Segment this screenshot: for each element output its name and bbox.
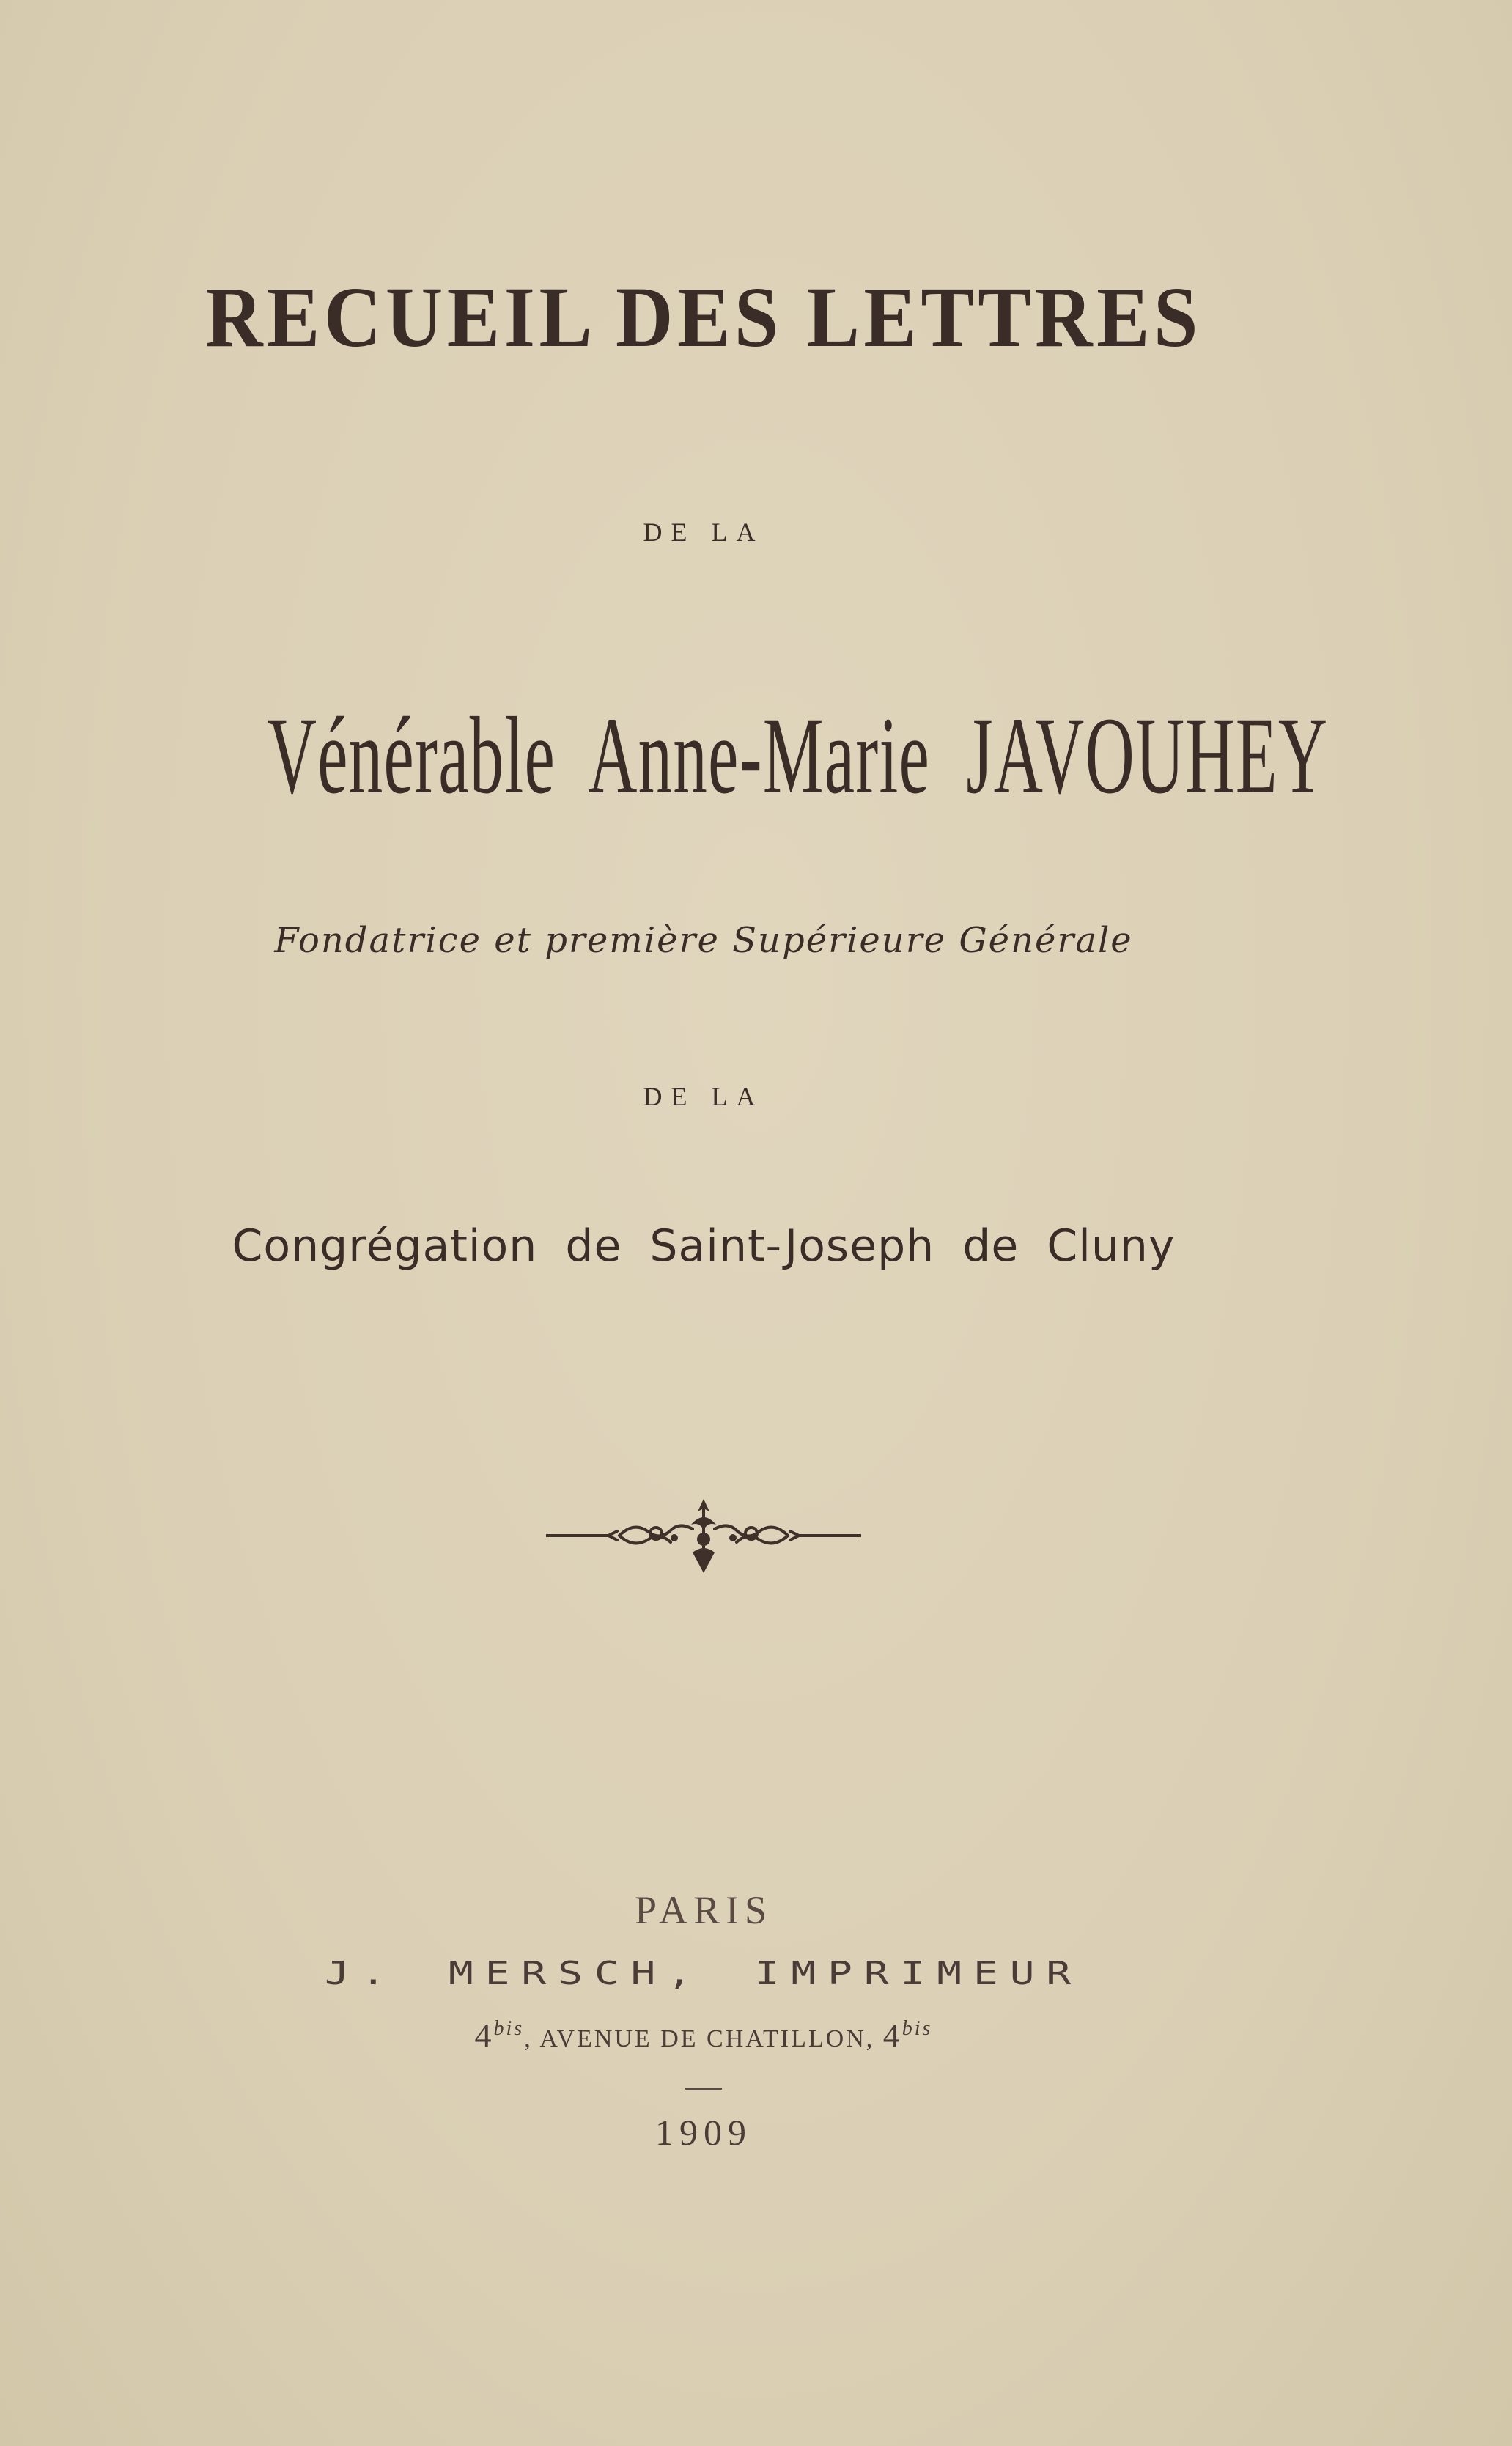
imprint-city: PARIS	[634, 1888, 773, 1932]
publication-year: 1909	[655, 2112, 752, 2153]
de-la-second: DE LA	[643, 1082, 764, 1111]
congregation-name: Congrégation de Saint-Joseph de Cluny	[232, 1220, 1176, 1272]
address-suffix-left: bis	[493, 2017, 525, 2040]
author-role: Fondatrice et première Supérieure Générale	[274, 920, 1133, 961]
address-number-right: 4	[882, 2016, 902, 2054]
fleuron-divider-icon	[546, 1495, 861, 1576]
de-la-first: DE LA	[643, 517, 764, 547]
imprint-separator	[685, 2088, 722, 2090]
book-title: RECUEIL DES LETTRES	[205, 269, 1202, 365]
author-name: Vénérable Anne-Marie JAVOUHEY	[267, 695, 1329, 817]
imprint-address	[0, 2016, 1407, 2055]
address-street: , AVENUE DE CHATILLON,	[524, 2025, 883, 2052]
address-number-left: 4	[474, 2016, 494, 2054]
imprint-printer: J. MERSCH, IMPRIMEUR	[324, 1955, 1083, 1992]
address-suffix-right: bis	[901, 2017, 933, 2040]
